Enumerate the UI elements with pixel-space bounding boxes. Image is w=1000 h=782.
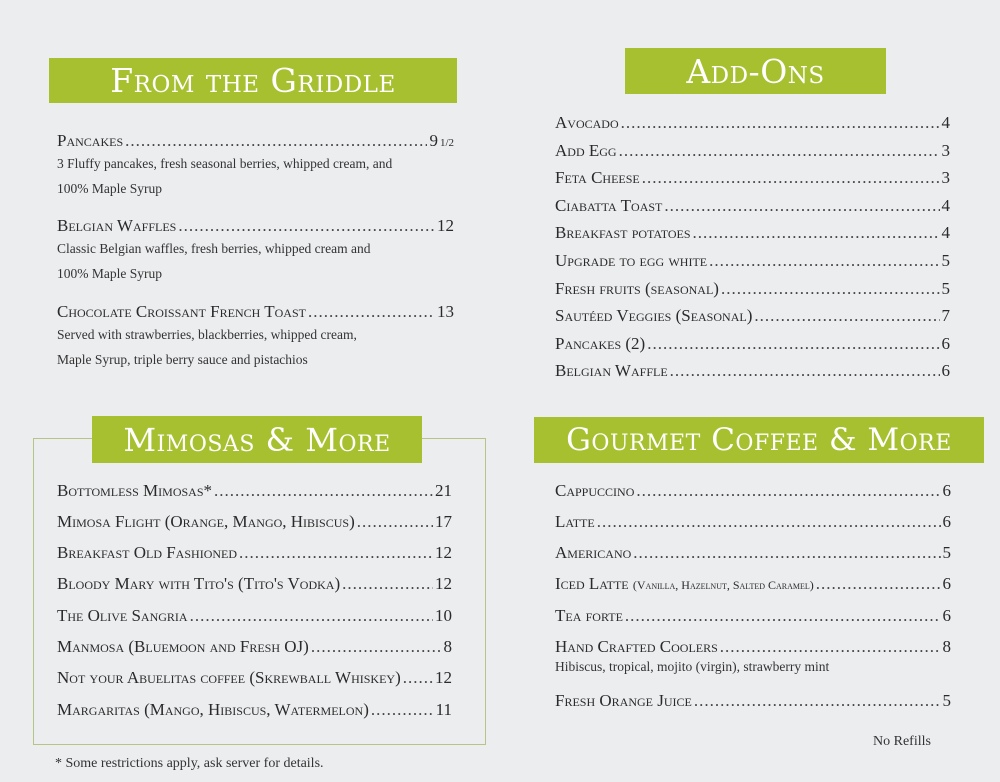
menu-item-add-egg — [555, 141, 950, 161]
menu-item-name: Sautéed Veggies (Seasonal) — [555, 306, 753, 325]
menu-item-name: Feta Cheese — [555, 168, 640, 187]
dot-leader — [816, 574, 941, 594]
menu-item-name: Bottomless Mimosas* — [57, 481, 213, 500]
menu-item-cappuccino — [555, 481, 951, 501]
menu-item-bottomless-mimosas — [57, 481, 452, 501]
menu-item-name: Pancakes — [57, 131, 124, 150]
dot-leader — [190, 606, 433, 626]
item-subtitle: (Orange, Mango, Hibiscus) — [164, 512, 355, 531]
menu-item-price: 6 — [941, 361, 950, 380]
dot-leader — [403, 668, 433, 688]
menu-item-price — [429, 131, 454, 151]
menu-item-name: Fresh Orange Juice — [555, 691, 692, 710]
dot-leader — [636, 481, 940, 501]
menu-item-name — [57, 574, 340, 594]
menu-item-description — [57, 236, 454, 286]
menu-item-price: 5 — [942, 543, 951, 562]
menu-item-name — [57, 668, 401, 688]
menu-item-price: 10 — [435, 606, 452, 625]
dot-leader — [342, 574, 433, 594]
item-subtitle: (Tito's Vodka) — [238, 574, 341, 593]
dot-leader — [709, 251, 939, 271]
restrictions-footnote: * Some restrictions apply, ask server for details. — [55, 756, 324, 771]
menu-item-price: 6 — [942, 481, 951, 500]
description-line: 3 Fluffy pancakes, fresh seasonal berries, whipped cream, and — [57, 156, 393, 171]
menu-item-description — [57, 151, 454, 201]
dot-leader — [625, 606, 941, 626]
menu-item-tea-forte — [555, 606, 951, 626]
menu-item-price: 3 — [941, 141, 950, 160]
item-title: Manmosa — [57, 637, 125, 656]
item-title: Bloody Mary with Tito's — [57, 574, 234, 593]
dot-leader — [308, 302, 435, 322]
dot-leader — [642, 168, 940, 188]
item-subtitle: (Skrewball Whiskey) — [249, 668, 401, 687]
menu-item-name: Americano — [555, 543, 632, 562]
menu-item-name: Cappuccino — [555, 481, 635, 500]
menu-item-belgian-waffle — [555, 361, 950, 381]
menu-item-old-fashioned — [57, 543, 452, 563]
menu-item-price: 7 — [941, 306, 950, 325]
menu-item-avocado — [555, 113, 950, 133]
dot-leader — [311, 637, 442, 657]
menu-item-price: 8 — [942, 637, 951, 656]
menu-item-name: Pancakes (2) — [555, 334, 646, 353]
coffee-section-title: Gourmet Coffee & More — [534, 417, 984, 463]
description-line: Classic Belgian waffles, fresh berries, whipped cream and — [57, 241, 371, 256]
menu-item-americano — [555, 543, 951, 563]
menu-item-name: Belgian Waffles — [57, 216, 177, 235]
menu-item-mimosa-flight — [57, 512, 452, 532]
menu-item-price: 5 — [941, 251, 950, 270]
dot-leader — [693, 223, 940, 243]
menu-item-price: 3 — [941, 168, 950, 187]
menu-item-price: 12 — [437, 216, 454, 235]
menu-item-price: 4 — [941, 223, 950, 242]
menu-item-fresh-fruits — [555, 279, 950, 299]
dot-leader — [621, 113, 940, 133]
menu-item-price: 5 — [942, 691, 951, 710]
price-whole: 9 — [429, 131, 438, 150]
menu-item-name: Tea forte — [555, 606, 623, 625]
griddle-section-title: From the Griddle — [49, 58, 457, 103]
dot-leader — [694, 691, 941, 711]
menu-item-name: The Olive Sangria — [57, 606, 188, 625]
dot-leader — [239, 543, 433, 563]
price-fraction: 1/2 — [439, 137, 454, 149]
menu-item-price: 21 — [435, 481, 452, 500]
menu-item-bloody-mary — [57, 574, 452, 594]
menu-item-orange-juice — [555, 691, 951, 711]
menu-item-price: 5 — [941, 279, 950, 298]
menu-item-name — [555, 574, 814, 594]
item-title: Iced Latte — [555, 574, 629, 593]
menu-item-name: Breakfast Old Fashioned — [57, 543, 238, 562]
menu-item-name: Add Egg — [555, 141, 617, 160]
menu-item-name: Breakfast potatoes — [555, 223, 691, 242]
menu-item-name: Fresh fruits (seasonal) — [555, 279, 719, 298]
menu-item-price: 4 — [941, 113, 950, 132]
menu-item-description — [57, 322, 454, 372]
menu-item-sauteed-veggies — [555, 306, 950, 326]
dot-leader — [720, 637, 941, 657]
dot-leader — [664, 196, 939, 216]
item-subtitle: (Mango, Hibiscus, Watermelon) — [144, 700, 369, 719]
dot-leader — [633, 543, 940, 563]
menu-item-description — [555, 657, 951, 677]
menu-item-price: 17 — [435, 512, 452, 531]
menu-item-price: 12 — [435, 574, 452, 593]
dot-leader — [619, 141, 940, 161]
dot-leader — [647, 334, 939, 354]
menu-item-price: 12 — [435, 668, 452, 687]
menu-item-margaritas — [57, 700, 452, 720]
menu-item-pancakes-2 — [555, 334, 950, 354]
menu-item-latte — [555, 512, 951, 532]
no-refills-note: No Refills — [873, 734, 931, 749]
dot-leader — [214, 481, 433, 501]
description-line: 100% Maple Syrup — [57, 266, 162, 281]
menu-item-price: 8 — [443, 637, 452, 656]
menu-item-price: 12 — [435, 543, 452, 562]
description-line: 100% Maple Syrup — [57, 181, 162, 196]
menu-item-name — [57, 512, 355, 532]
menu-item-manmosa — [57, 637, 452, 657]
dot-leader — [125, 131, 427, 151]
menu-item-pancakes — [57, 131, 454, 201]
menu-item-iced-latte — [555, 574, 951, 594]
dot-leader — [357, 512, 433, 532]
menu-item-price: 4 — [941, 196, 950, 215]
menu-item-price: 13 — [437, 302, 454, 321]
addons-section-title: Add-Ons — [625, 48, 886, 94]
menu-item-egg-white — [555, 251, 950, 271]
description-line: Hibiscus, tropical, mojito (virgin), strawberry mint — [555, 659, 830, 674]
menu-item-price: 6 — [941, 334, 950, 353]
menu-item-name: Avocado — [555, 113, 619, 132]
menu-item-feta-cheese — [555, 168, 950, 188]
menu-item-coolers — [555, 637, 951, 677]
item-subtitle: (Bluemoon and Fresh OJ) — [128, 637, 309, 656]
menu-item-ciabatta-toast — [555, 196, 950, 216]
menu-item-name: Upgrade to egg white — [555, 251, 708, 270]
menu-item-price: 6 — [942, 606, 951, 625]
menu-item-price: 11 — [435, 700, 452, 719]
dot-leader — [754, 306, 939, 326]
dot-leader — [670, 361, 940, 381]
menu-item-olive-sangria — [57, 606, 452, 626]
description-line: Served with strawberries, blackberries, whipped cream, — [57, 327, 357, 342]
dot-leader — [721, 279, 940, 299]
menu-item-french-toast — [57, 302, 454, 372]
dot-leader — [597, 512, 941, 532]
menu-item-name: Latte — [555, 512, 595, 531]
menu-item-abuelitas-coffee — [57, 668, 452, 688]
menu-item-price: 6 — [942, 512, 951, 531]
menu-item-belgian-waffles — [57, 216, 454, 286]
menu-item-name — [57, 700, 369, 720]
item-title: Margaritas — [57, 700, 140, 719]
menu-item-name: Ciabatta Toast — [555, 196, 663, 215]
menu-item-price: 6 — [942, 574, 951, 593]
menu-item-name: Belgian Waffle — [555, 361, 668, 380]
menu-item-name — [57, 637, 309, 657]
mimosas-section-title: Mimosas & More — [92, 416, 422, 463]
description-line: Maple Syrup, triple berry sauce and pistachios — [57, 352, 308, 367]
menu-item-breakfast-potatoes — [555, 223, 950, 243]
menu-item-name: Chocolate Croissant French Toast — [57, 302, 306, 321]
dot-leader — [178, 216, 435, 236]
item-subtitle: (Vanilla, Hazelnut, Salted Caramel) — [632, 578, 814, 592]
dot-leader — [371, 700, 434, 720]
item-title: Mimosa Flight — [57, 512, 161, 531]
menu-item-name: Hand Crafted Coolers — [555, 637, 718, 656]
item-title: Not your Abuelitas coffee — [57, 668, 246, 687]
